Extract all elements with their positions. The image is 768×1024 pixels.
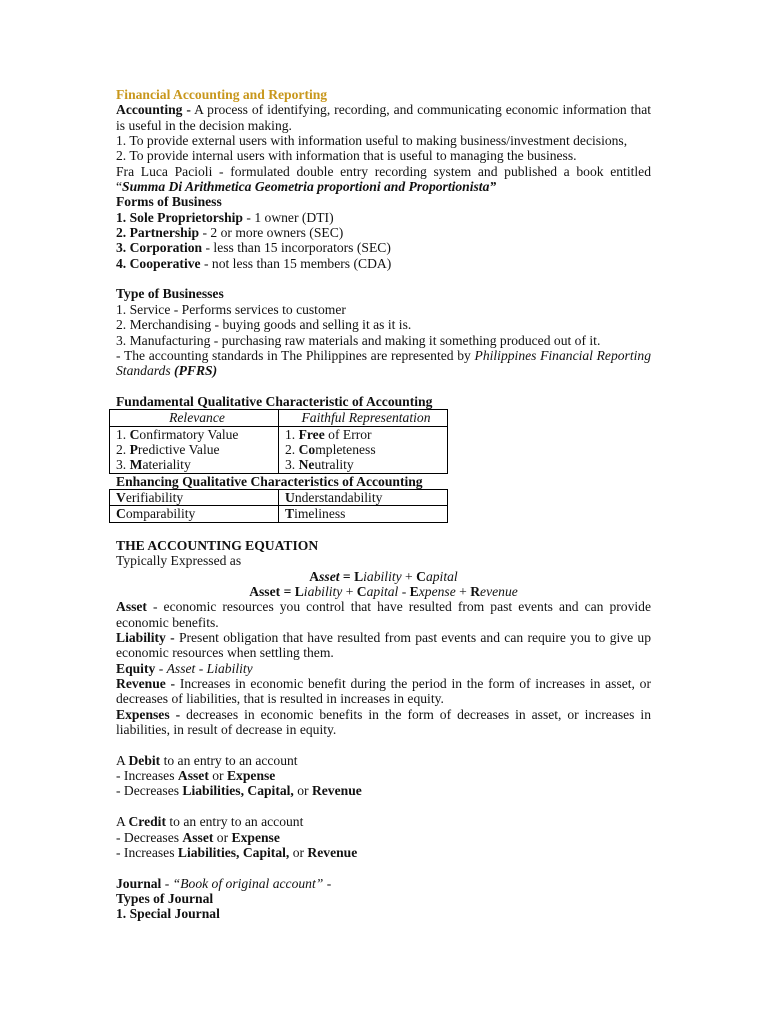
document-page — [116, 87, 651, 922]
credit-decreases: - Decreases Asset or Expense — [116, 829, 280, 845]
debit-heading: A Debit to an entry to an account — [116, 752, 298, 768]
debit-decreases: - Decreases Liabilities, Capital, or Revenue — [116, 783, 362, 799]
asset-definition: Asset - economic resources you control that have resulted from past events and can provide economic benefits. — [116, 599, 651, 630]
enhancing-table — [109, 489, 448, 523]
type-item: 1. Service - Performs services to customer — [116, 301, 346, 317]
form-item: 2. Partnership - 2 or more owners (SEC) — [116, 225, 344, 241]
pacioli-paragraph: Fra Luca Pacioli - formulated double entry recording system and published a book entitled “Summa Di Arithmetica Geometria proportioni and Proportionista” — [116, 163, 651, 195]
accounting-definition: Accounting - A process of identifying, recording, and communicating economic information that is useful in the decision making. — [116, 102, 651, 133]
special-journal: 1. Special Journal — [116, 906, 220, 922]
type-item: 2. Merchandising - buying goods and selling it as it is. — [116, 317, 412, 333]
fundamental-heading: Fundamental Qualitative Characteristic of Accounting — [116, 393, 433, 409]
relevance-header: Relevance — [110, 410, 279, 426]
accounting-term: Accounting - — [116, 102, 191, 118]
table-header-row — [110, 410, 448, 426]
equation-intro: Typically Expressed as — [116, 553, 242, 569]
table-row: 2. Predictive Value 2. Completeness — [110, 442, 448, 457]
equity-definition: Equity - Asset - Liability — [116, 660, 253, 676]
equation-basic: Asset = Liability + Capital — [309, 568, 458, 584]
book-title: Summa Di Arithmetica Geometria proportioni and Proportionista” — [122, 179, 497, 195]
table-row: 3. Materiality 3. Neutrality — [110, 457, 448, 473]
journal-types-heading: Types of Journal — [116, 890, 214, 906]
revenue-definition: Revenue - Increases in economic benefit during the period in the form of increases in asset, or decreases of liabilities, that is resulted in increases in equity. — [116, 676, 651, 707]
credit-heading: A Credit to an entry to an account — [116, 814, 304, 830]
credit-increases: - Increases Liabilities, Capital, or Revenue — [116, 844, 358, 860]
document-title: Financial Accounting and Reporting — [116, 87, 328, 102]
pfrs-paragraph: - The accounting standards in The Philippines are represented by Philippines Financial Reporting Standards (PFRS) — [116, 347, 651, 379]
type-item: 3. Manufacturing - purchasing raw materials and making it something produced out of it. — [116, 332, 601, 348]
table-row: Verifiability Understandability — [110, 489, 448, 505]
expenses-definition: Expenses - decreases in economic benefits in the form of decreases in asset, or increases in liabilities, in result of decrease in equity. — [116, 706, 651, 738]
equation-expanded: Asset = Liability + Capital - Expense + Revenue — [249, 584, 518, 599]
equation-heading: THE ACCOUNTING EQUATION — [116, 537, 319, 553]
table-row: 1. Confirmatory Value 1. Free of Error — [110, 426, 448, 442]
debit-increases: - Increases Asset or Expense — [116, 768, 276, 784]
table-row: Comparability Timeliness — [110, 506, 448, 522]
form-item: 3. Corporation - less than 15 incorporators (SEC) — [116, 240, 391, 256]
forms-heading: Forms of Business — [116, 194, 222, 210]
form-item: 4. Cooperative - not less than 15 members (CDA) — [116, 255, 392, 271]
purpose-2: 2. To provide internal users with information that is useful to managing the business. — [116, 148, 577, 164]
types-heading: Type of Businesses — [116, 286, 224, 302]
liability-definition: Liability - Present obligation that have resulted from past events and can require you to give up economic resources when settling them. — [116, 630, 651, 661]
enhancing-heading: Enhancing Qualitative Characteristics of Accounting — [116, 473, 423, 489]
faithful-representation-header: Faithful Representation — [279, 410, 448, 426]
form-item: 1. Sole Proprietorship - 1 owner (DTI) — [116, 209, 334, 225]
journal-definition: Journal - “Book of original account” - — [116, 875, 332, 891]
purpose-1: 1. To provide external users with information useful to making business/investment decisions, — [116, 133, 628, 149]
fundamental-table — [109, 409, 448, 473]
